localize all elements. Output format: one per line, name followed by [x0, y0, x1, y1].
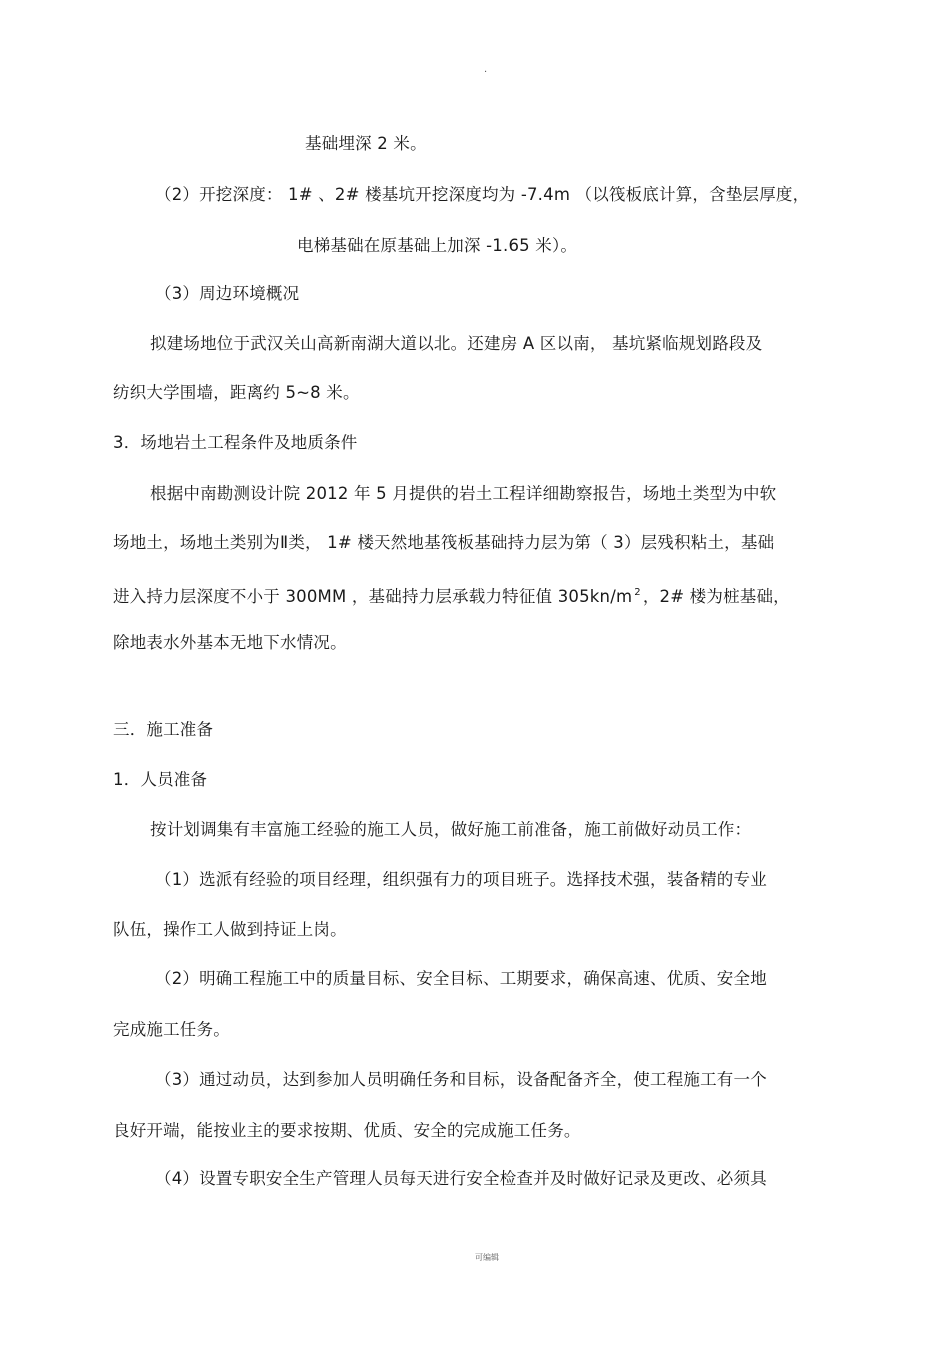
text-line-part: ，2# 楼为桩基础，	[642, 587, 790, 606]
section-heading: 3．场地岩土工程条件及地质条件	[113, 433, 358, 452]
superscript: 2	[634, 587, 641, 598]
text-line: 队伍，操作工人做到持证上岗。	[113, 920, 347, 939]
text-line: （3）通过动员，达到参加人员明确任务和目标，设备配备齐全，使工程施工有一个	[155, 1070, 767, 1089]
text-line: 基础埋深 2 米。	[305, 134, 427, 153]
text-line: （2）开挖深度： 1# 、2# 楼基坑开挖深度均为 -7.4m （以筏板底计算，含垫层厚度，	[155, 185, 810, 204]
text-line: 按计划调集有丰富施工经验的施工人员，做好施工前准备，施工前做好动员工作：	[150, 820, 752, 839]
footer-label: 可编辑	[475, 1253, 499, 1262]
text-line: 场地土，场地土类别为Ⅱ类， 1# 楼天然地基筏板基础持力层为第（ 3）层残积粘土，基础	[113, 533, 775, 552]
text-line: （2）明确工程施工中的质量目标、安全目标、工期要求，确保高速、优质、安全地	[155, 969, 767, 988]
text-line	[113, 582, 790, 608]
subsection-heading: 1．人员准备	[113, 770, 208, 789]
text-line: 根据中南勘测设计院 2012 年 5 月提供的岩土工程详细勘察报告，场地土类型为中软	[150, 484, 777, 503]
text-line: （1）选派有经验的项目经理，组织强有力的项目班子。选择技术强，装备精的专业	[155, 870, 767, 889]
text-line: （3）周边环境概况	[155, 284, 300, 303]
section-heading: 三．施工准备	[113, 720, 214, 739]
text-line: 拟建场地位于武汉关山高新南湖大道以北。还建房 A 区以南， 基坑紧临规划路段及	[150, 334, 763, 353]
header-mark: .	[484, 64, 488, 75]
text-line: 电梯基础在原基础上加深 -1.65 米）。	[297, 236, 578, 255]
text-line: （4）设置专职安全生产管理人员每天进行安全检查并及时做好记录及更改、必须具	[155, 1169, 767, 1188]
text-line: 除地表水外基本无地下水情况。	[113, 633, 347, 652]
text-line: 纺织大学围墙，距离约 5~8 米。	[113, 383, 360, 402]
text-line-part: 进入持力层深度不小于 300MM ，基础持力层承载力特征值 305kn/m	[113, 587, 633, 606]
text-line: 良好开端，能按业主的要求按期、优质、安全的完成施工任务。	[113, 1121, 581, 1140]
text-line: 完成施工任务。	[113, 1020, 230, 1039]
